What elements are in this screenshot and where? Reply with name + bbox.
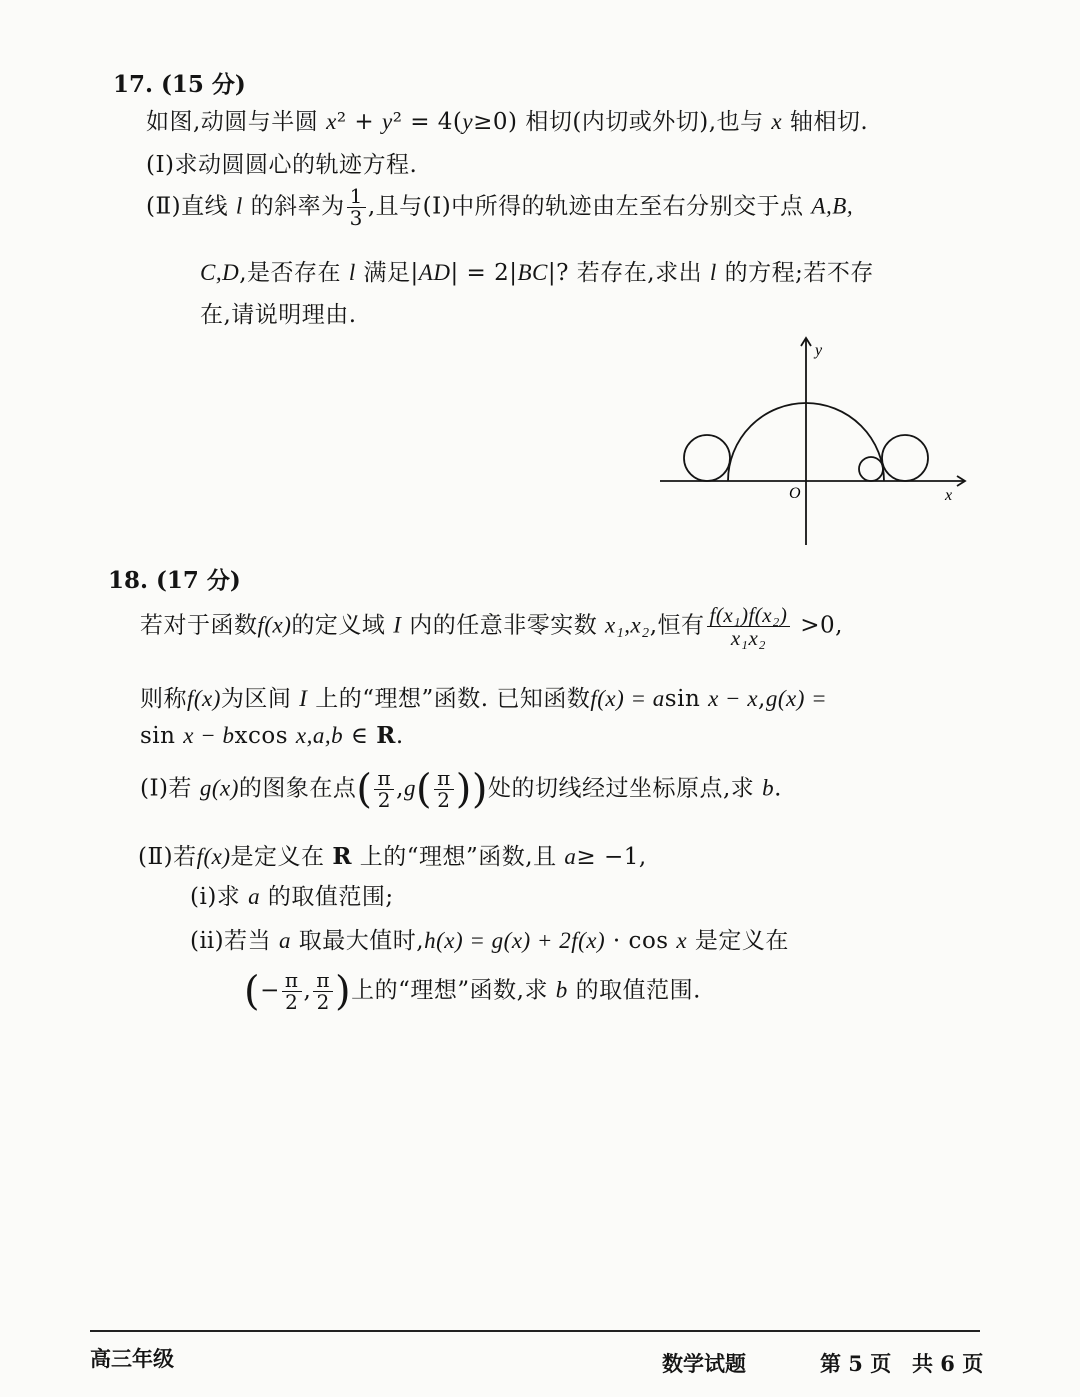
q18-part2-ii-line2: (− $\frac{\pi}{2}$ , $\frac{\pi}{2}$ )上的“理想”函数,求 b 的取值范围.: [244, 968, 701, 1015]
q18-part2-i: (ⅰ)求 a 的取值范围;: [190, 884, 394, 910]
q17-part2-line1: (Ⅱ)直线 l 的斜率为 $\frac{1}{3}$ ,且与(Ⅰ)中所得的轨迹由左至右分别交于点 A,B,: [146, 184, 854, 230]
q18-part1: (Ⅰ)若 g(x)的图象在点( $\frac{\pi}{2}$ ,g( $\frac{\pi}{2}$ ))处的切线经过坐标原点,求 b.: [140, 766, 782, 813]
q18-part2-ii: (ⅱ)若当 a 取最大值时,h(x) = g(x) + 2f(x) · cos x 是定义在: [190, 928, 789, 954]
footer-subject: 数学试题: [662, 1351, 746, 1376]
origin-label: O: [789, 485, 801, 502]
q17-part1: (Ⅰ)求动圆圆心的轨迹方程.: [146, 152, 418, 178]
footer-total: 共 6 页: [912, 1351, 984, 1376]
q17-figure: [655, 330, 975, 552]
q18-header: 18. (17 分): [108, 567, 241, 594]
y-label: y: [815, 342, 823, 359]
x-label: x: [945, 487, 953, 504]
small-circle: [859, 457, 883, 481]
q18-part2: (Ⅱ)若f(x)是定义在 R 上的“理想”函数,且 a≥ −1,: [138, 843, 647, 870]
q17-part2-line3: 在,请说明理由.: [200, 302, 357, 328]
q18-def-line3: sin x − bxcos x,a,b ∈ R.: [140, 722, 404, 749]
footer-grade: 高三年级: [90, 1346, 174, 1371]
q17-part2-line2: C,D,是否存在 l 满足|AD| = 2|BC|? 若存在,求出 l 的方程;若不存: [200, 260, 874, 286]
left-circle: [684, 435, 730, 481]
q18-def-line1: 若对于函数f(x)的定义域 I 内的任意非零实数 x₁,x₂,恒有 $\frac{\text{f(x₁)f(x₂)}}{\text{x₁x₂}}$ >0,: [140, 603, 843, 651]
footer-page: 第 5 页: [820, 1351, 892, 1376]
q17-intro: 如图,动圆与半圆 x² + y² = 4(y≥0) 相切(内切或外切),也与 x 轴相切.: [146, 109, 869, 135]
footer-rule: [90, 1330, 980, 1332]
right-circle: [882, 435, 928, 481]
q17-header: 17. (15 分): [113, 71, 246, 98]
q18-def-line2: 则称f(x)为区间 I 上的“理想”函数. 已知函数f(x) = asin x − x,g(x) =: [140, 686, 828, 712]
